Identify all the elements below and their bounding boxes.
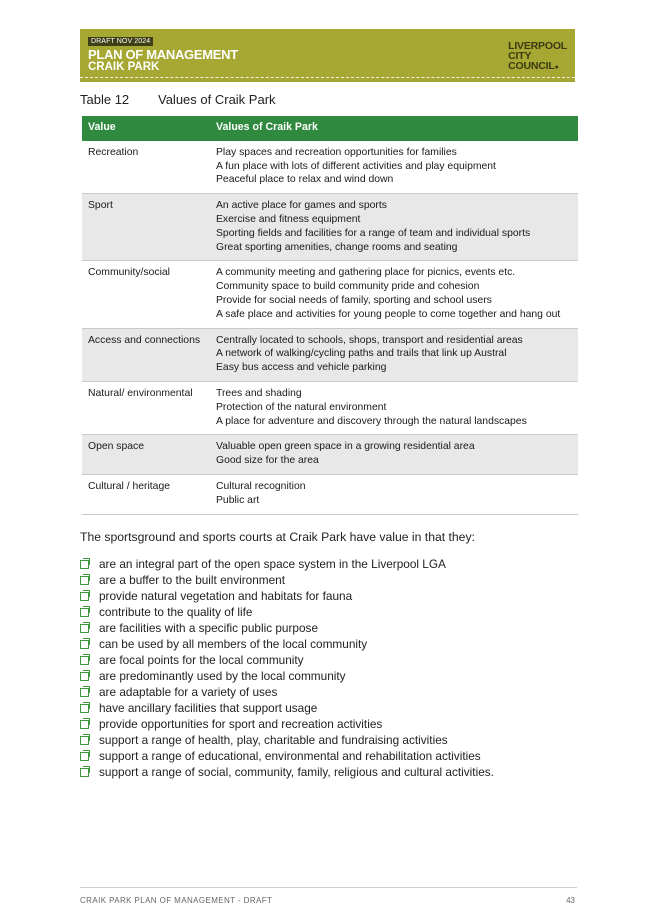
description-line: A fun place with lots of different activities and play equipment [216, 160, 496, 172]
value-description [210, 261, 578, 328]
description-line: Easy bus access and vehicle parking [216, 362, 387, 374]
table-row [82, 141, 578, 194]
column-header: Value [82, 116, 210, 141]
checkbox-icon [80, 576, 89, 585]
table-row [82, 328, 578, 381]
description-line: A community meeting and gathering place for picnics, events etc. [216, 267, 516, 279]
column-header: Values of Craik Park [210, 116, 578, 141]
value-description [210, 328, 578, 381]
checkbox-icon [80, 672, 89, 681]
list-item [80, 764, 494, 780]
value-category: Cultural / heritage [82, 474, 210, 514]
list-item-text: can be used by all members of the local community [99, 637, 368, 651]
list-item-text: are a buffer to the built environment [99, 573, 286, 587]
value-category: Natural/ environmental [82, 381, 210, 434]
intro-paragraph: The sportsground and sports courts at Craik Park have value in that they: [80, 530, 475, 544]
description-line: Cultural recognition [216, 480, 306, 492]
value-description [210, 435, 578, 475]
description-line: Valuable open green space in a growing residential area [216, 441, 475, 453]
checkbox-icon [80, 720, 89, 729]
table-caption [80, 92, 276, 107]
description-line: Play spaces and recreation opportunities for families [216, 146, 457, 158]
council-logo [508, 41, 567, 73]
checkbox-icon [80, 560, 89, 569]
list-item-text: are focal points for the local community [99, 653, 304, 667]
list-item [80, 684, 494, 700]
document-subtitle: CRAIK PARK [88, 61, 160, 73]
logo-line: LIVERPOOL [508, 40, 567, 52]
table-row [82, 435, 578, 475]
list-item-text: are facilities with a specific public purpose [99, 621, 319, 635]
description-line: An active place for games and sports [216, 200, 387, 212]
checkbox-icon [80, 640, 89, 649]
logo-line: COUNCIL● [508, 60, 559, 72]
list-item [80, 588, 494, 604]
values-table [82, 116, 578, 515]
list-item-text: are predominantly used by the local community [99, 669, 346, 683]
value-category: Community/social [82, 261, 210, 328]
footer-divider [80, 887, 577, 888]
checkbox-icon [80, 736, 89, 745]
checkbox-icon [80, 688, 89, 697]
checkbox-icon [80, 752, 89, 761]
description-line: Sporting fields and facilities for a range of team and individual sports [216, 227, 531, 239]
list-item [80, 732, 494, 748]
description-line: Peaceful place to relax and wind down [216, 174, 394, 186]
description-line: Trees and shading [216, 387, 302, 399]
description-line: A safe place and activities for young people to come together and hang out [216, 308, 561, 320]
value-category: Sport [82, 194, 210, 261]
list-item-text: have ancillary facilities that support usage [99, 701, 318, 715]
footer-document-title: CRAIK PARK PLAN OF MANAGEMENT - DRAFT [80, 896, 273, 905]
header-banner [80, 29, 575, 82]
list-item [80, 748, 494, 764]
checkbox-icon [80, 704, 89, 713]
list-item [80, 636, 494, 652]
description-line: Community space to build community pride and cohesion [216, 281, 480, 293]
table-row [82, 194, 578, 261]
table-title: Values of Craik Park [158, 92, 276, 107]
list-item [80, 668, 494, 684]
table-row [82, 261, 578, 328]
list-item [80, 700, 494, 716]
description-line: Public art [216, 494, 260, 506]
draft-tag: DRAFT NOV 2024 [88, 37, 153, 46]
checkbox-icon [80, 592, 89, 601]
list-item [80, 620, 494, 636]
document-title: PLAN OF MANAGEMENT [88, 47, 238, 62]
list-item-text: provide natural vegetation and habitats for fauna [99, 589, 353, 603]
table-number: Table 12 [80, 92, 130, 107]
value-description [210, 474, 578, 514]
description-line: Good size for the area [216, 455, 319, 467]
list-item [80, 572, 494, 588]
description-line: Provide for social needs of family, sporting and school users [216, 294, 492, 306]
checkbox-icon [80, 608, 89, 617]
value-category: Open space [82, 435, 210, 475]
description-line: A network of walking/cycling paths and trails that link up Austral [216, 348, 507, 360]
value-category: Access and connections [82, 328, 210, 381]
checkbox-icon [80, 656, 89, 665]
description-line: Centrally located to schools, shops, transport and residential areas [216, 334, 523, 346]
list-item-text: are an integral part of the open space system in the Liverpool LGA [99, 557, 446, 571]
list-item-text: support a range of educational, environmental and rehabilitation activities [99, 749, 481, 763]
list-item [80, 604, 494, 620]
list-item-text: are adaptable for a variety of uses [99, 685, 278, 699]
value-description [210, 194, 578, 261]
value-description [210, 381, 578, 434]
logo-line: CITY [508, 50, 532, 62]
values-bullet-list [80, 556, 494, 780]
description-line: A place for adventure and discovery through the natural landscapes [216, 415, 527, 427]
value-description [210, 141, 578, 194]
description-line: Great sporting amenities, change rooms and seating [216, 241, 458, 253]
table-row [82, 474, 578, 514]
list-item-text: support a range of health, play, charitable and fundraising activities [99, 733, 448, 747]
table-row [82, 381, 578, 434]
checkbox-icon [80, 624, 89, 633]
value-category: Recreation [82, 141, 210, 194]
list-item-text: contribute to the quality of life [99, 605, 253, 619]
description-line: Protection of the natural environment [216, 401, 387, 413]
checkbox-icon [80, 768, 89, 777]
description-line: Exercise and fitness equipment [216, 213, 361, 225]
table-header-row [82, 116, 578, 141]
list-item-text: support a range of social, community, family, religious and cultural activities. [99, 765, 494, 779]
list-item-text: provide opportunities for sport and recreation activities [99, 717, 383, 731]
list-item [80, 652, 494, 668]
banner-dash-line [80, 77, 575, 78]
page-number: 43 [566, 896, 575, 905]
list-item [80, 556, 494, 572]
list-item [80, 716, 494, 732]
